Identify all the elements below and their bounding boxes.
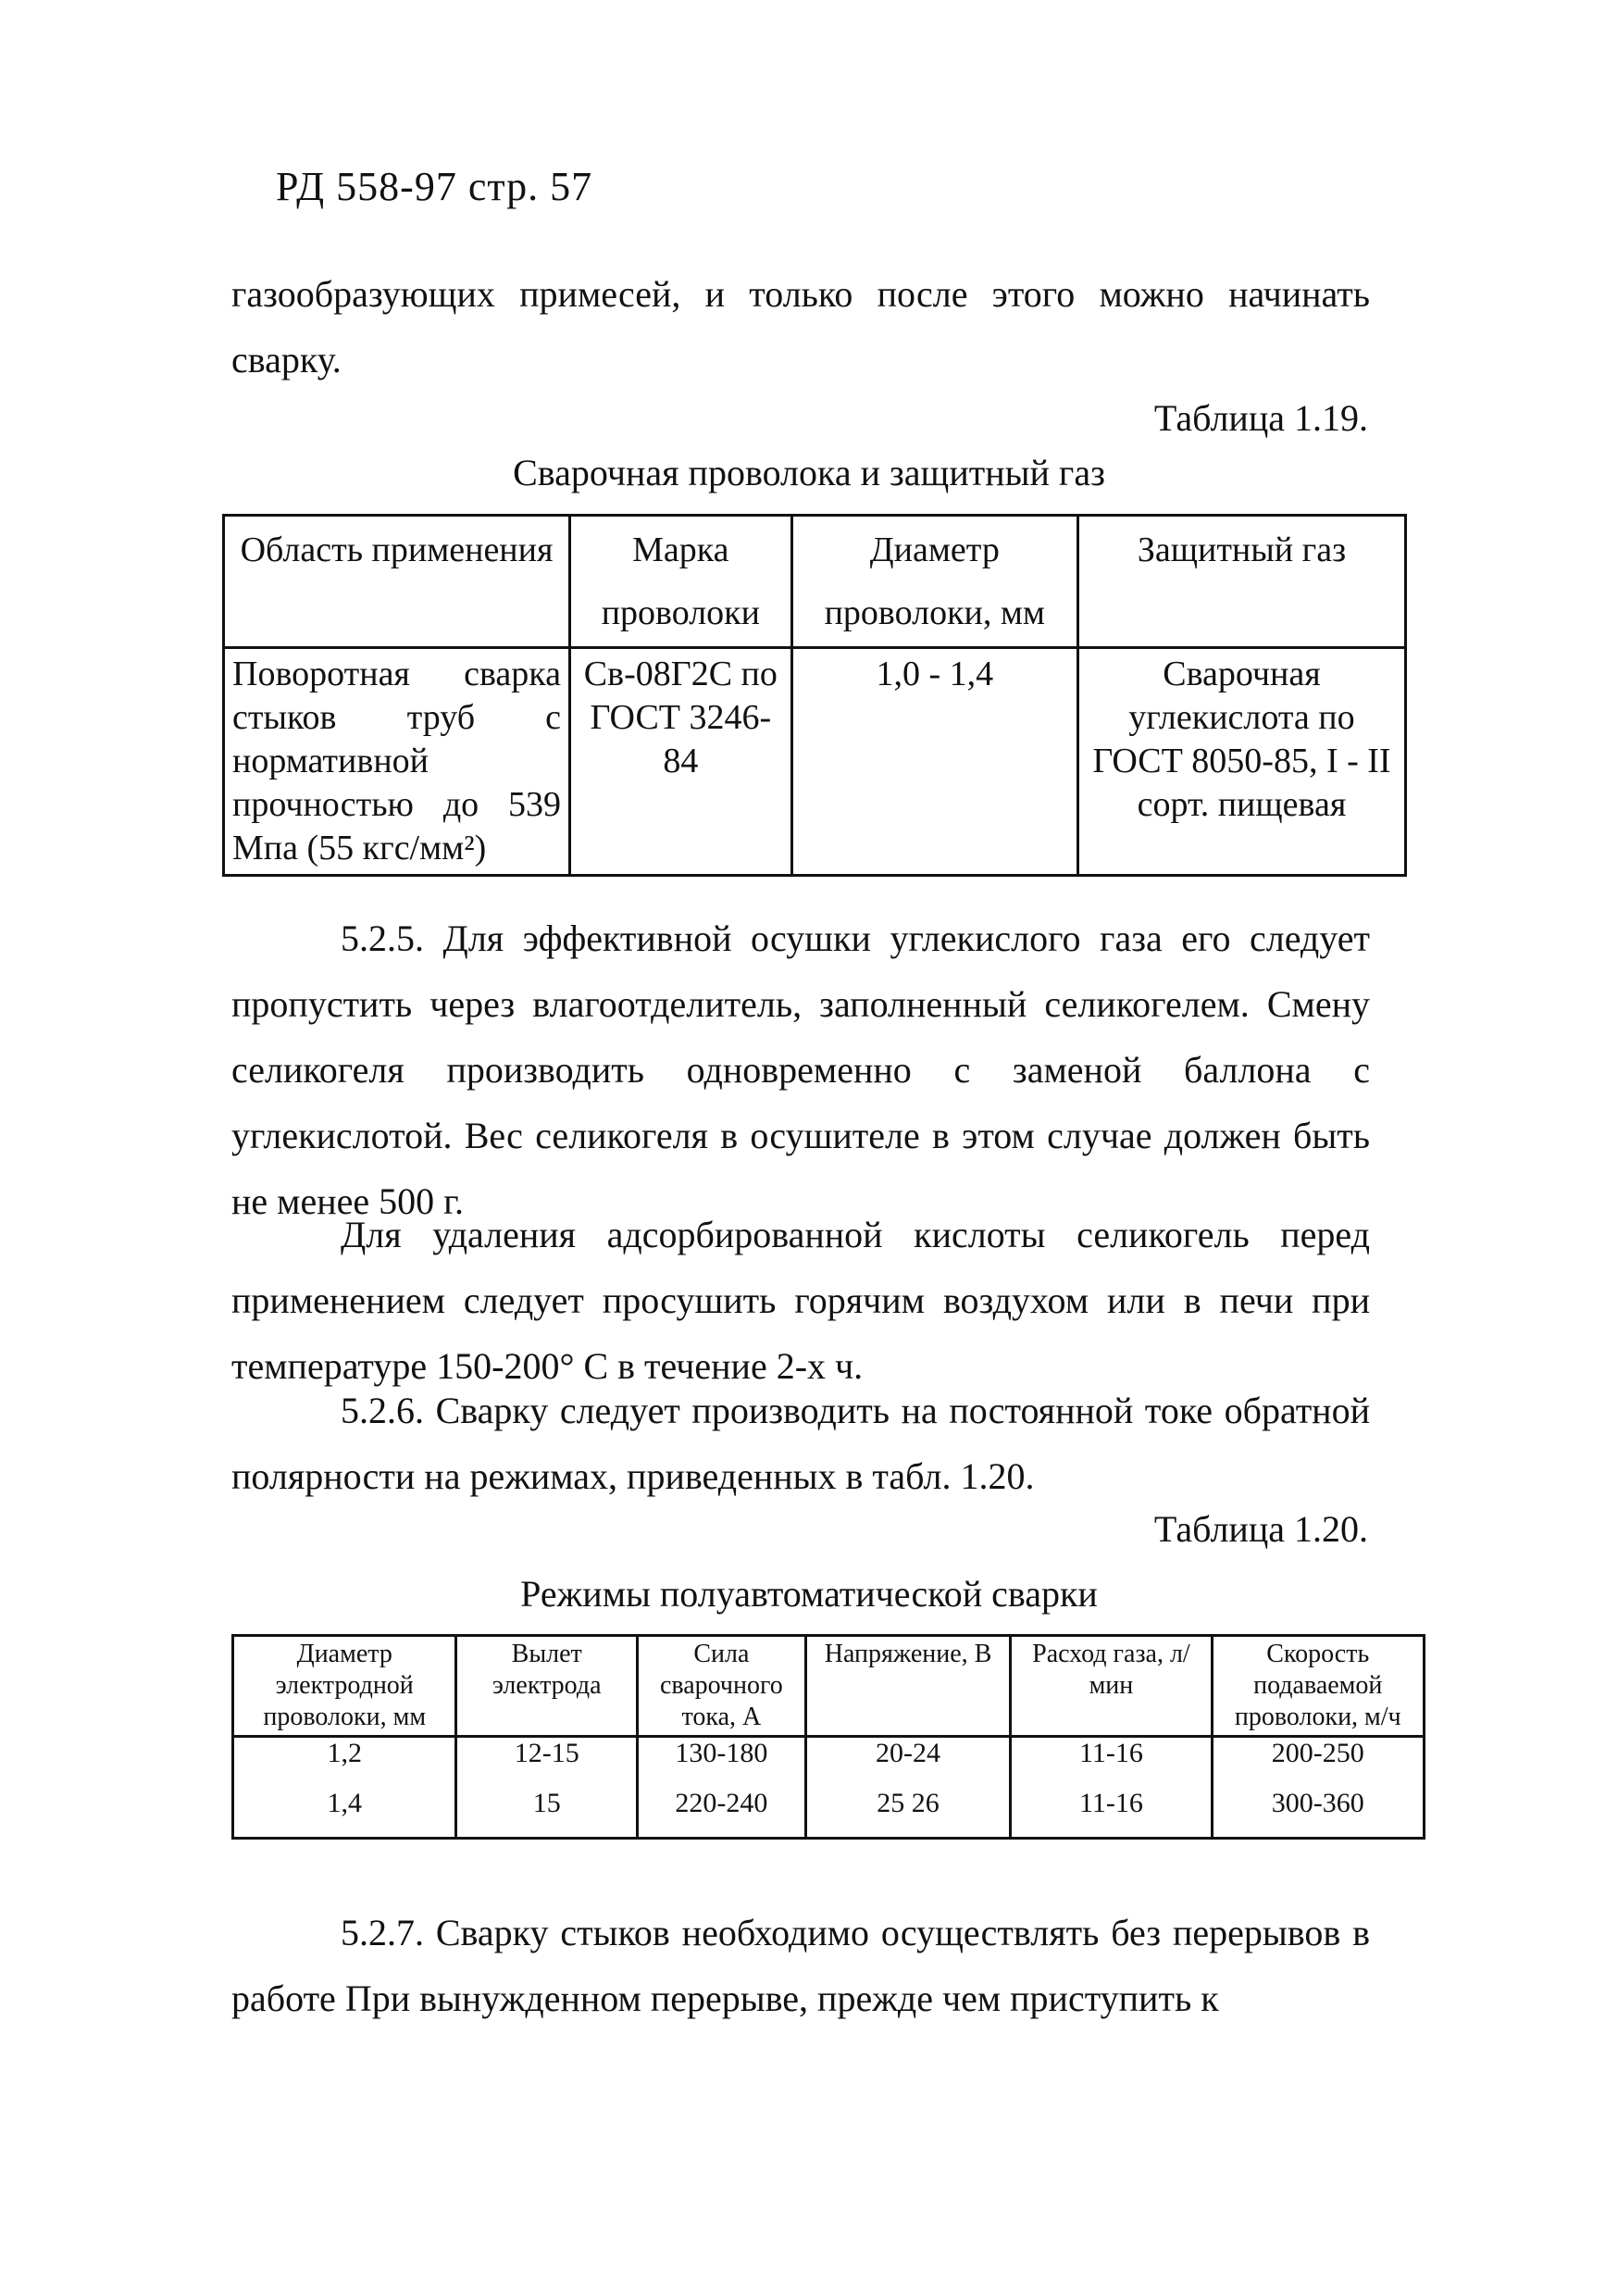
table-cell: 12-15: [456, 1737, 638, 1788]
header-gas: Защитный газ: [1077, 516, 1405, 648]
table-row: [233, 1737, 1425, 1788]
table-1-20-label: Таблица 1.20.: [1153, 1508, 1368, 1550]
page-header: РД 558-97 стр. 57: [276, 164, 593, 209]
table-cell: 1,2: [233, 1737, 456, 1788]
header-electrode-extension: Вылет электрода: [456, 1636, 638, 1737]
paragraph-intro: газообразующих примесей, и только после этого можно начинать сварку.: [231, 273, 1370, 381]
header-brand: Марка проволоки: [570, 516, 792, 648]
cell-gas: Сварочная углекислота по ГОСТ 8050-85, I - II сорт. пищевая: [1077, 648, 1405, 876]
paragraph-5-2-6: 5.2.6. Сварку следует производить на постоянной токе обратной полярности на режимах, приведенных в табл. 1.20.: [231, 1390, 1370, 1497]
table-header-row: [233, 1636, 1425, 1737]
table-cell: 300-360: [1212, 1788, 1425, 1839]
table-cell: 130-180: [638, 1737, 806, 1788]
cell-brand: Св-08Г2С по ГОСТ 3246-84: [570, 648, 792, 876]
table-1-20-title: Режимы полуавтоматической сварки: [520, 1573, 1098, 1615]
table-cell: 1,4: [233, 1788, 456, 1839]
table-row: [233, 1788, 1425, 1839]
table-header-row: [224, 516, 1406, 648]
header-voltage: Напряжение, В: [805, 1636, 1011, 1737]
header-current: Сила сварочного тока, А: [638, 1636, 806, 1737]
table-cell: 220-240: [638, 1788, 806, 1839]
paragraph-5-2-5: 5.2.5. Для эффективной осушки углекислого газа его следует пропустить через влагоотделитель, заполненный селикогелем. Смену селикогеля производить одновременно с заменой баллона с углекислотой. Вес селикогеля в осушителе в этом случае должен быть не менее 500 г.: [231, 917, 1370, 1222]
header-wire-diameter: Диаметр электродной проволоки, мм: [233, 1636, 456, 1737]
table-cell: 200-250: [1212, 1737, 1425, 1788]
table-1-19-label: Таблица 1.19.: [1153, 397, 1368, 439]
header-area: Область применения: [224, 516, 570, 648]
table-cell: 25 26: [805, 1788, 1011, 1839]
cell-area: Поворотная сварка стыков труб с нормативной прочностью до 539 Мпа (55 кгс/мм²): [224, 648, 570, 876]
table-cell: 11-16: [1011, 1788, 1212, 1839]
header-diameter: Диаметр проволоки, мм: [791, 516, 1077, 648]
semi-auto-welding-modes-table: [231, 1634, 1425, 1840]
table-row: [224, 648, 1406, 876]
table-cell: 15: [456, 1788, 638, 1839]
paragraph-adsorption: Для удаления адсорбированной кислоты селикогель перед применением следует просушить горячим воздухом или в печи при температуре 150-200° С в течение 2-х ч.: [231, 1214, 1370, 1387]
header-gas-flow: Расход газа, л/мин: [1011, 1636, 1212, 1737]
header-wire-speed: Скорость подаваемой проволоки, м/ч: [1212, 1636, 1425, 1737]
cell-diameter: 1,0 - 1,4: [791, 648, 1077, 876]
table-1-19-title: Сварочная проволока и защитный газ: [513, 452, 1105, 493]
welding-wire-table: [222, 514, 1407, 877]
paragraph-5-2-7: 5.2.7. Сварку стыков необходимо осуществлять без перерывов в работе При вынужденном перерыве, прежде чем приступить к: [231, 1912, 1370, 2019]
table-cell: 11-16: [1011, 1737, 1212, 1788]
table-cell: 20-24: [805, 1737, 1011, 1788]
